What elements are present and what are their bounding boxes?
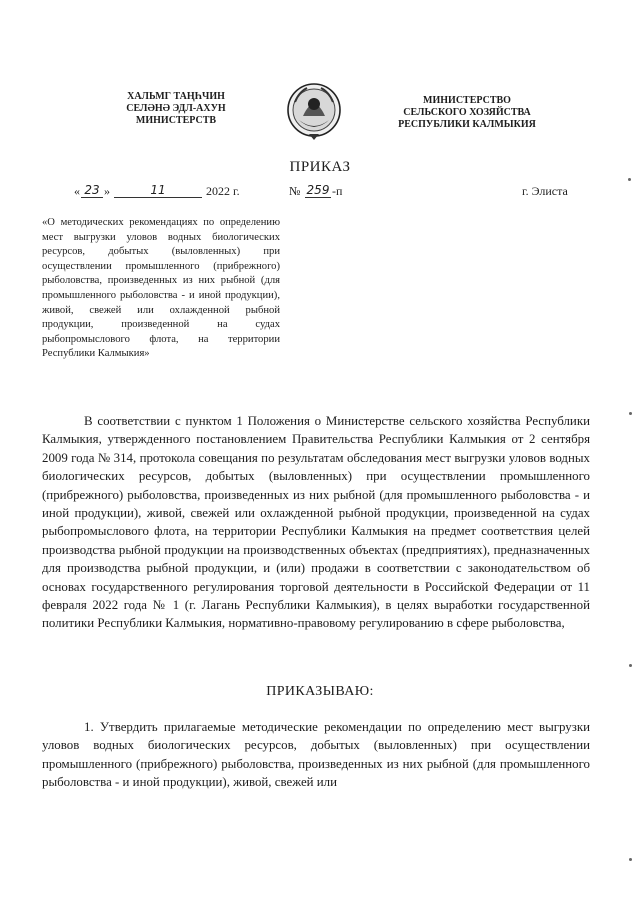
date-day: 23 <box>81 184 103 198</box>
scan-speck <box>629 858 632 861</box>
date-number-line <box>0 184 640 204</box>
order-subject: «О методических рекомендациях по определению мест выгрузки уловов водных биологических ресурсов, добытых (выловленных) при осуществлении промышленного (прибрежного) рыболовства, произведенных из них рыбной (для промышленного рыболовства - и иной продукции), живой, свежей или охлажденной рыбной продукции, произведенной на судах рыбопромыслового флота, на территории Республики Калмыкия» <box>42 217 280 360</box>
city: г. Элиста <box>522 184 568 198</box>
header-right-russian <box>382 95 552 131</box>
order-word: ПРИКАЗЫВАЮ: <box>266 684 374 699</box>
date-year: 2022 г. <box>206 184 240 198</box>
order-number-prefix: № <box>289 184 301 198</box>
order-number-suffix: -п <box>332 184 343 198</box>
header-left-kalmyk <box>106 91 246 127</box>
date-quote-close: » <box>104 184 110 198</box>
date-quote-open: « <box>74 184 80 198</box>
document-title: ПРИКАЗ <box>289 159 351 175</box>
preamble-paragraph: В соответствии с пунктом 1 Положения о Министерстве сельского хозяйства Республики Калмыкия, утвержденного постановлением Правительства Республики Калмыкия от 2 сентября 2009 года № 314, протокола совещания по результатам обследования мест выгрузки уловов водных биологических ресурсов, добытых (выловленных) при осуществлении промышленного (прибрежного) рыболовства, произведенных из них рыбной (для промышленного рыболовства - и иной продукции), живой, свежей или охлажденной рыбной продукции, произведенной на судах рыбопромыслового флота, на территории Республики Калмыкия на предмет соответствия целей производства рыбной продукции на производственных объектах (предприятиях), предназначенных для производства рыбной продукции, и (или) продажи в соответствии с законодательством об основах государственного регулирования торговой деятельности в Российской Федерации от 11 февраля 2022 года № 1 (г. Лагань Республики Калмыкия), в целях выработки государственной политики Республики Калмыкия, нормативно-правовому регулированию в сфере рыболовства, <box>42 414 590 631</box>
header-left-line-2: СЕЛӘНӘ ЭДЛ-АХУН <box>126 103 226 114</box>
header-left-line-3: МИНИСТЕРСТВ <box>135 115 217 126</box>
order-item-1-text: 1. Утвердить прилагаемые методические рекомендации по определению мест выгрузки уловов водных биологических ресурсов, добытых (выловленных) при осуществлении промышленного (прибрежного) рыболовства, произведенных из них рыбной (для промышленного рыболовства - и иной продукции), живой, свежей или <box>42 720 590 790</box>
scan-speck <box>628 178 631 181</box>
header-right-line-2: СЕЛЬСКОГО ХОЗЯЙСТВА <box>403 107 531 118</box>
preamble <box>42 412 590 633</box>
order-item-1 <box>42 718 590 792</box>
order-number: 259 <box>306 183 330 197</box>
scan-speck <box>629 412 632 415</box>
header-right-line-1: МИНИСТЕРСТВО <box>423 95 511 106</box>
scan-speck <box>629 664 632 667</box>
header-left-line-1: ХАЛЬМГ ТАҢҺЧИН <box>127 91 225 102</box>
header-right-line-3: РЕСПУБЛИКИ КАЛМЫКИЯ <box>398 119 536 130</box>
date-month: 11 <box>114 184 202 198</box>
coat-of-arms-icon <box>285 80 343 142</box>
